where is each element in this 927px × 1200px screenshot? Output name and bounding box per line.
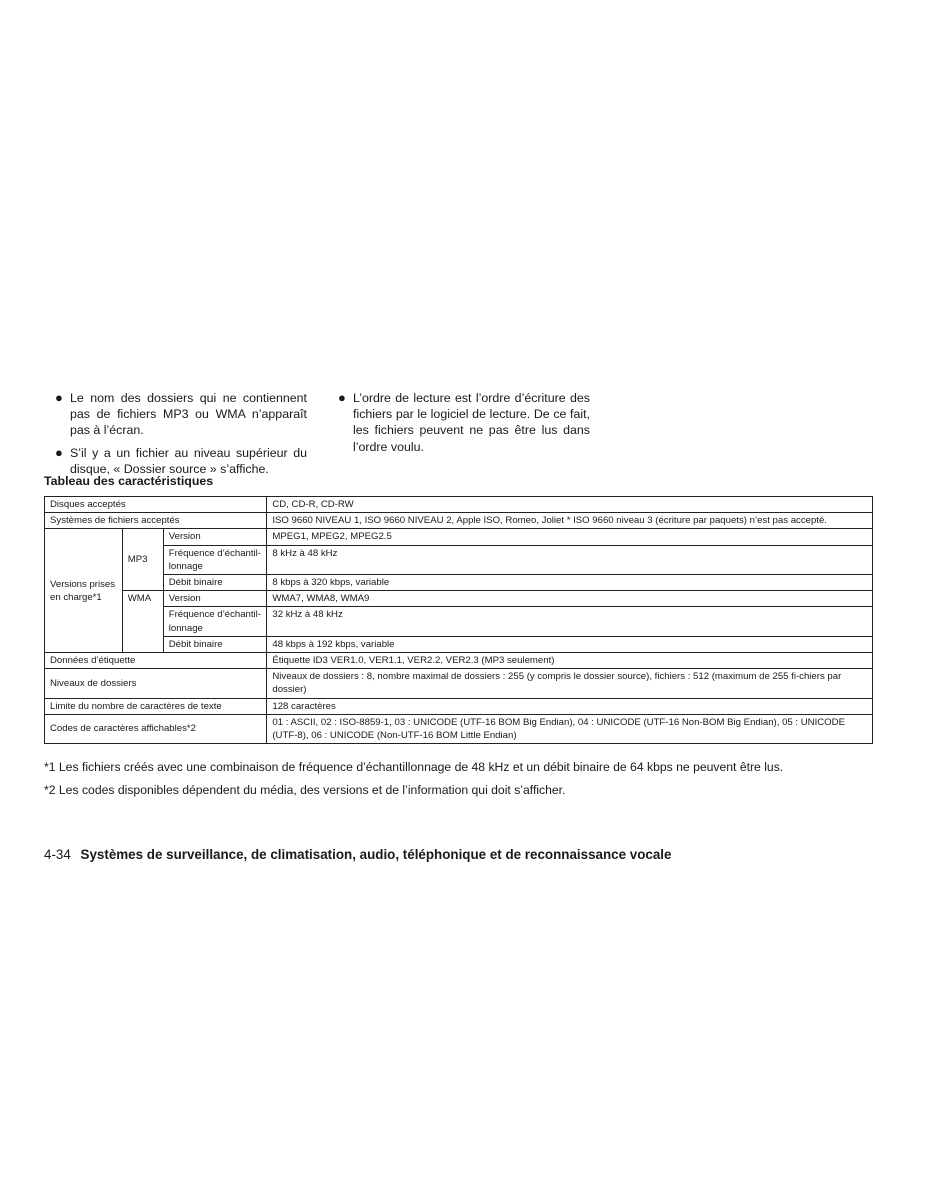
table-row bbox=[45, 698, 873, 714]
row-label: Systèmes de fichiers acceptés bbox=[45, 513, 267, 529]
table-row bbox=[45, 636, 873, 652]
row-value: 128 caractères bbox=[267, 698, 873, 714]
left-column bbox=[53, 390, 307, 483]
row-value: 8 kHz à 48 kHz bbox=[267, 545, 873, 574]
bullet-item bbox=[336, 390, 590, 455]
row-sublabel: Débit binaire bbox=[163, 636, 267, 652]
row-value: WMA7, WMA8, WMA9 bbox=[267, 591, 873, 607]
bullet-item bbox=[53, 445, 307, 477]
bullet-text: S’il y a un fichier au niveau supérieur du disque, « Dossier source » s’affiche. bbox=[70, 445, 307, 476]
row-value: CD, CD-R, CD-RW bbox=[267, 497, 873, 513]
bullet-text: L’ordre de lecture est l’ordre d’écriture des fichiers par le logiciel de lecture. De ce fait, les fichiers peuvent ne pas être lus dans l’ordre voulu. bbox=[353, 391, 590, 454]
table-row bbox=[45, 545, 873, 574]
row-sublabel: Fréquence d’échantil-lonnage bbox=[163, 607, 267, 636]
table-row bbox=[45, 669, 873, 698]
page-footer bbox=[44, 847, 671, 862]
spec-table bbox=[44, 496, 873, 744]
row-value: 32 kHz à 48 kHz bbox=[267, 607, 873, 636]
row-label: Codes de caractères affichables*2 bbox=[45, 714, 267, 743]
bullet-icon: ● bbox=[338, 390, 346, 405]
format-label: WMA bbox=[122, 591, 163, 653]
row-sublabel: Débit binaire bbox=[163, 575, 267, 591]
chapter-title: Systèmes de surveillance, de climatisation, audio, téléphonique et de reconnaissance vocale bbox=[80, 847, 672, 862]
page-number: 4-34 bbox=[44, 847, 71, 862]
table-row bbox=[45, 653, 873, 669]
row-sublabel: Fréquence d’échantil-lonnage bbox=[163, 545, 267, 574]
footnote-2: *2 Les codes disponibles dépendent du média, des versions et de l’information qui doit s’afficher. bbox=[44, 783, 566, 797]
table-row bbox=[45, 529, 873, 545]
table-row bbox=[45, 607, 873, 636]
table-row bbox=[45, 575, 873, 591]
row-label: Données d’étiquette bbox=[45, 653, 267, 669]
bullet-text: Le nom des dossiers qui ne contiennent pas de fichiers MP3 ou WMA n’apparaît pas à l’écran. bbox=[70, 391, 307, 438]
format-label: MP3 bbox=[122, 529, 163, 591]
table-row bbox=[45, 513, 873, 529]
row-value: 01 : ASCII, 02 : ISO-8859-1, 03 : UNICODE (UTF-16 BOM Big Endian), 04 : UNICODE (UTF-16 Non-BOM Big Endian), 05 : UNICODE (UTF-8), 06 : UNICODE (Non-UTF-16 BOM Little Endian) bbox=[267, 714, 873, 743]
table-row bbox=[45, 497, 873, 513]
row-value: Niveaux de dossiers : 8, nombre maximal de dossiers : 255 (y compris le dossier source), fichiers : 512 (maximum de 255 fi-chiers par dossier) bbox=[267, 669, 873, 698]
table-row bbox=[45, 714, 873, 743]
row-value: 8 kbps à 320 kbps, variable bbox=[267, 575, 873, 591]
versions-label: Versions prises en charge*1 bbox=[45, 529, 123, 653]
row-label: Limite du nombre de caractères de texte bbox=[45, 698, 267, 714]
table-row bbox=[45, 591, 873, 607]
bullet-item bbox=[53, 390, 307, 439]
row-label: Disques acceptés bbox=[45, 497, 267, 513]
row-value: Étiquette ID3 VER1.0, VER1.1, VER2.2, VER2.3 (MP3 seulement) bbox=[267, 653, 873, 669]
section-title: Tableau des caractéristiques bbox=[44, 474, 214, 488]
row-value: 48 kbps à 192 kbps, variable bbox=[267, 636, 873, 652]
row-value: MPEG1, MPEG2, MPEG2.5 bbox=[267, 529, 873, 545]
row-label: Niveaux de dossiers bbox=[45, 669, 267, 698]
row-sublabel: Version bbox=[163, 591, 267, 607]
right-column bbox=[336, 390, 590, 461]
row-value: ISO 9660 NIVEAU 1, ISO 9660 NIVEAU 2, Apple ISO, Romeo, Joliet * ISO 9660 niveau 3 (écriture par paquets) n’est pas accepté. bbox=[267, 513, 873, 529]
bullet-icon: ● bbox=[55, 390, 63, 405]
row-sublabel: Version bbox=[163, 529, 267, 545]
bullet-icon: ● bbox=[55, 444, 63, 460]
footnote-1: *1 Les fichiers créés avec une combinaison de fréquence d’échantillonnage de 48 kHz et un débit binaire de 64 kbps ne peuvent être lus. bbox=[44, 760, 784, 774]
